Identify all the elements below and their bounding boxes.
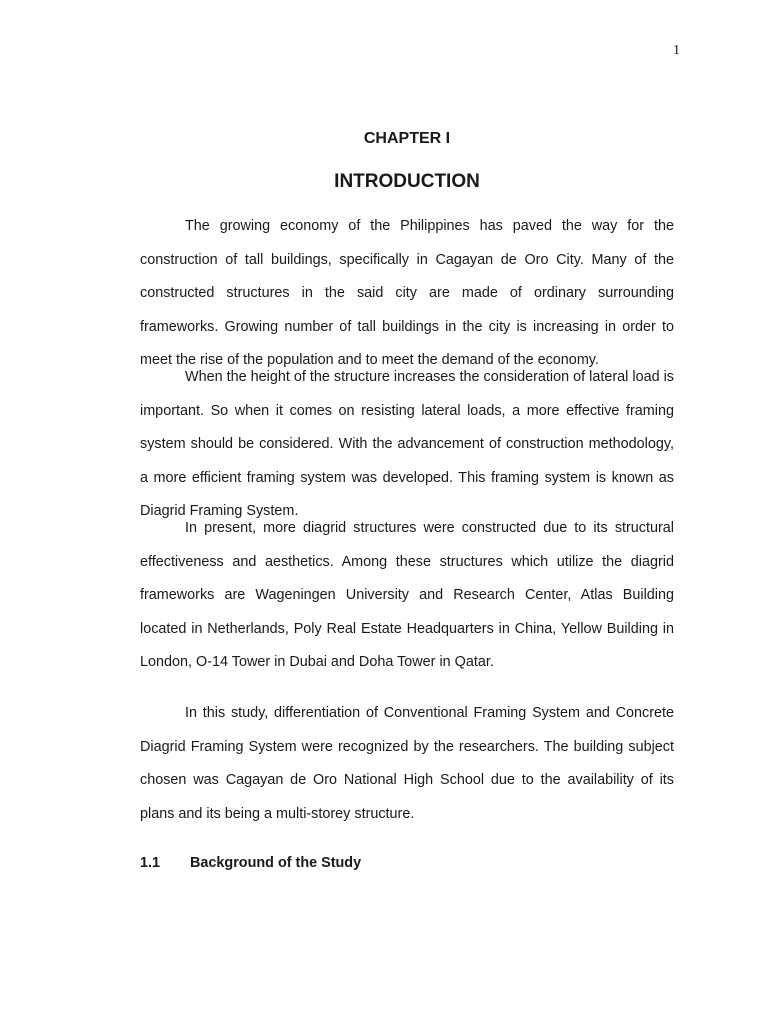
chapter-title: INTRODUCTION: [334, 171, 480, 192]
section-number: 1.1: [140, 855, 161, 871]
section-heading: [140, 855, 361, 871]
page-number: 1: [673, 43, 680, 58]
paragraph-economy: The growing economy of the Philippines has paved the way for the construction of tall buildings, specifically in Cagayan de Oro City. Many of the constructed structures in the said city are made of ordinary surrounding frameworks. Growing number of tall buildings in the city is increasing in order to meet the rise of the population and to meet the demand of the economy.: [140, 218, 674, 368]
chapter-label: CHAPTER I: [363, 130, 451, 147]
section-title: Background of the Study: [190, 855, 362, 871]
paragraph-lateral-load: When the height of the structure increases the consideration of lateral load is important. So when it comes on resisting lateral loads, a more effective framing system should be considered. With the advancement of construction methodology, a more efficient framing system was developed. This framing system is known as Diagrid Framing System.: [140, 369, 674, 519]
paragraph-diagrid-structures: In present, more diagrid structures were constructed due to its structural effectiveness and aesthetics. Among these structures which utilize the diagrid frameworks are Wageningen University and Research Center, Atlas Building located in Netherlands, Poly Real Estate Headquarters in China, Yellow Building in London, O-14 Tower in Dubai and Doha Tower in Qatar.: [140, 520, 674, 670]
paragraph-this-study: In this study, differentiation of Conventional Framing System and Concrete Diagrid Framing System were recognized by the researchers. The building subject chosen was Cagayan de Oro National High School due to the availability of its plans and its being a multi-storey structure.: [140, 705, 674, 822]
